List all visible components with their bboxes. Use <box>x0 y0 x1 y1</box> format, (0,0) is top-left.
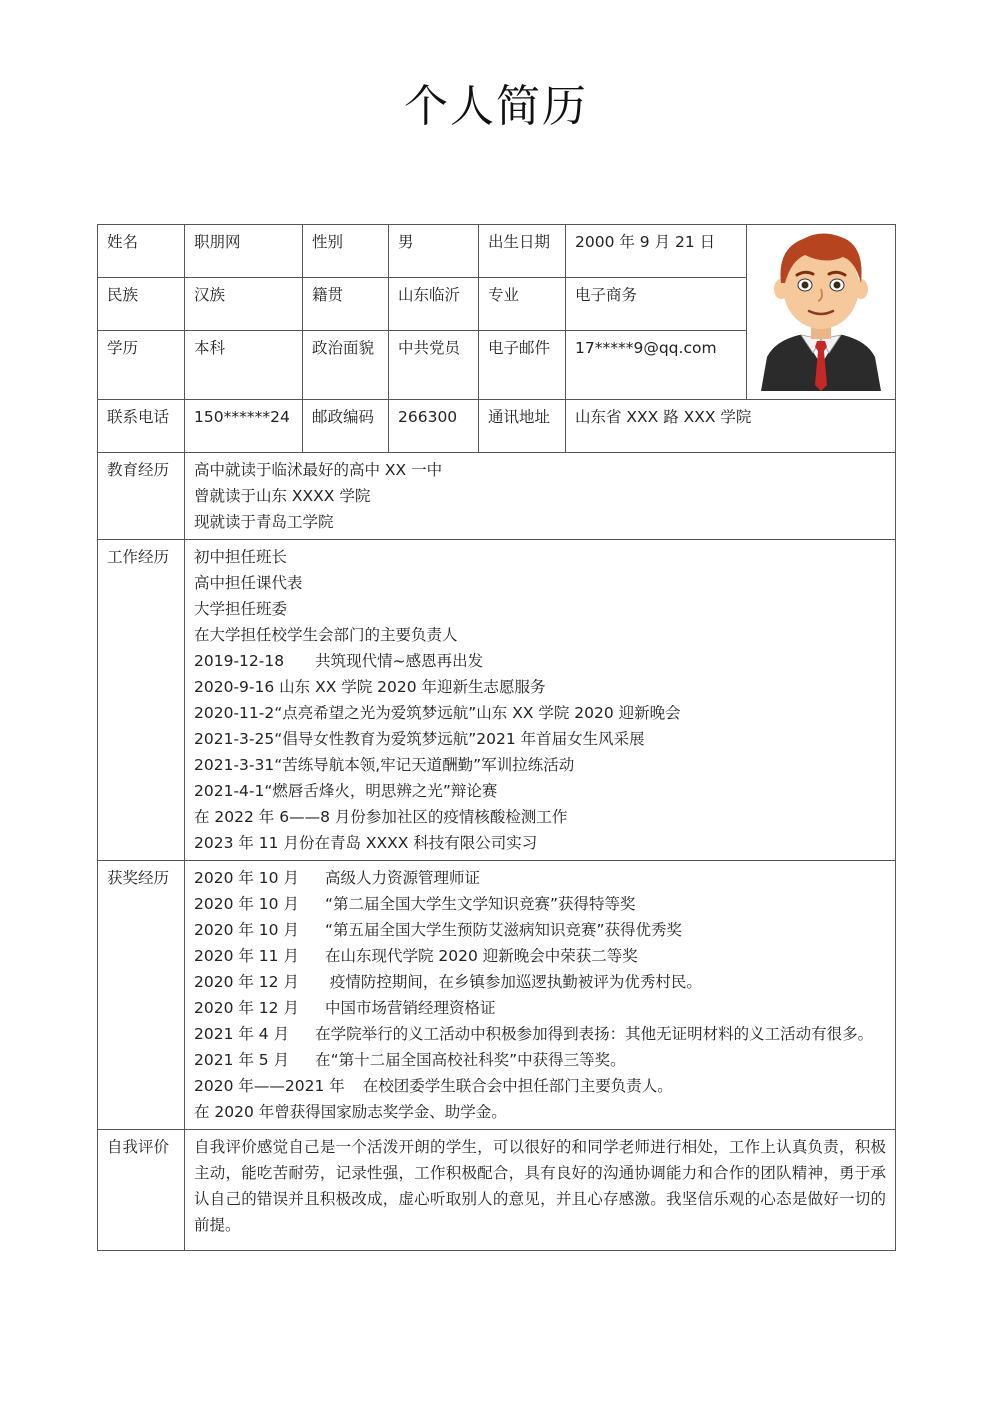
self-label: 自我评价 <box>98 1130 185 1251</box>
postcode-value: 266300 <box>389 400 479 453</box>
award-item <box>194 891 886 917</box>
address-label: 通讯地址 <box>479 400 566 453</box>
political-value: 中共党员 <box>389 331 479 400</box>
award-text: 中国市场营销经理资格证 <box>324 999 496 1017</box>
award-item <box>194 969 886 995</box>
email-value: 17*****9@qq.com <box>566 331 747 400</box>
businessman-avatar-icon <box>755 225 887 391</box>
award-item <box>194 995 886 1021</box>
work-item: 2020-11-2“点亮希望之光为爱筑梦远航”山东 XX 学院 2020 迎新晚会 <box>194 704 681 722</box>
birth-value: 2000 年 9 月 21 日 <box>566 225 747 278</box>
address-value: 山东省 XXX 路 XXX 学院 <box>566 400 896 453</box>
work-label: 工作经历 <box>98 540 185 861</box>
work-item: 在大学担任校学生会部门的主要负责人 <box>194 626 458 644</box>
degree-value: 本科 <box>185 331 303 400</box>
row-work <box>98 540 896 861</box>
award-text: 高级人力资源管理师证 <box>324 869 480 887</box>
award-date: 2020 年 12 月 <box>194 973 299 991</box>
gender-value: 男 <box>389 225 479 278</box>
award-text: “第五届全国大学生预防艾滋病知识竞赛”获得优秀奖 <box>324 921 683 939</box>
award-date: 2020 年 10 月 <box>194 895 299 913</box>
work-item: 初中担任班长 <box>194 548 288 566</box>
work-item: 在 2022 年 6——8 月份参加社区的疫情核酸检测工作 <box>194 808 568 826</box>
self-evaluation: 自我评价感觉自己是一个活泼开朗的学生，可以很好的和同学老师进行相处，工作上认真负责，积极主动，能吃苦耐劳，记录性强，工作积极配合，具有良好的沟通协调能力和合作的团队精神，勇于承认自己的错误并且积极改成，虚心听取别人的意见，并且心存感激。我坚信乐观的心态是做好一切的前提。 <box>185 1130 896 1251</box>
award-text: 在山东现代学院 2020 迎新晚会中荣获二等奖 <box>324 947 638 965</box>
row-education <box>98 453 896 540</box>
education-item: 高中就读于临沭最好的高中 XX 一中 <box>194 461 443 479</box>
row-awards <box>98 861 896 1130</box>
award-text: “第二届全国大学生文学知识竞赛”获得特等奖 <box>324 895 636 913</box>
award-text: 在学院举行的义工活动中积极参加得到表扬：其他无证明材料的义工活动有很多。 <box>315 1025 874 1043</box>
work-item: 2023 年 11 月份在青岛 XXXX 科技有限公司实习 <box>194 834 538 852</box>
award-item <box>194 1021 886 1047</box>
postcode-label: 邮政编码 <box>303 400 389 453</box>
work-item: 2021-3-25“倡导女性教育为爱筑梦远航”2021 年首届女生风采展 <box>194 730 645 748</box>
work-list <box>185 540 896 861</box>
award-date: 2020 年 12 月 <box>194 999 299 1017</box>
award-text: 在校团委学生联合会中担任部门主要负责人。 <box>362 1077 673 1095</box>
photo-cell <box>747 225 896 400</box>
award-text: 在“第十二届全国高校社科奖”中获得三等奖。 <box>315 1051 626 1069</box>
row-self <box>98 1130 896 1251</box>
award-text: 疫情防控期间，在乡镇参加巡逻执勤被评为优秀村民。 <box>324 973 702 991</box>
work-item: 2019-12-18 共筑现代情~感恩再出发 <box>194 652 484 670</box>
award-date: 2021 年 4 月 <box>194 1025 290 1043</box>
degree-label: 学历 <box>98 331 185 400</box>
resume-table <box>97 224 896 1251</box>
work-item: 高中担任课代表 <box>194 574 303 592</box>
birth-label: 出生日期 <box>479 225 566 278</box>
origin-value: 山东临沂 <box>389 278 479 331</box>
row-phone <box>98 400 896 453</box>
name-label: 姓名 <box>98 225 185 278</box>
education-label: 教育经历 <box>98 453 185 540</box>
email-label: 电子邮件 <box>479 331 566 400</box>
award-item <box>194 1073 886 1099</box>
ethnicity-value: 汉族 <box>185 278 303 331</box>
award-date: 2020 年 10 月 <box>194 921 299 939</box>
award-item <box>194 917 886 943</box>
phone-value: 150******24 <box>185 400 303 453</box>
award-date: 2021 年 5 月 <box>194 1051 290 1069</box>
award-date: 2020 年 10 月 <box>194 869 299 887</box>
ethnicity-label: 民族 <box>98 278 185 331</box>
education-list <box>185 453 896 540</box>
row-name <box>98 225 896 278</box>
award-date: 2020 年——2021 年 <box>194 1077 345 1095</box>
name-value: 职朋网 <box>185 225 303 278</box>
award-item <box>194 1047 886 1073</box>
award-date: 2020 年 11 月 <box>194 947 299 965</box>
origin-label: 籍贯 <box>303 278 389 331</box>
work-item: 2021-3-31“苦练导航本领,牢记天道酬勤”军训拉练活动 <box>194 756 575 774</box>
work-item: 2020-9-16 山东 XX 学院 2020 年迎新生志愿服务 <box>194 678 546 696</box>
major-label: 专业 <box>479 278 566 331</box>
awards-label: 获奖经历 <box>98 861 185 1130</box>
awards-list <box>185 861 896 1130</box>
phone-label: 联系电话 <box>98 400 185 453</box>
work-item: 大学担任班委 <box>194 600 288 618</box>
education-item: 曾就读于山东 XXXX 学院 <box>194 487 371 505</box>
education-item: 现就读于青岛工学院 <box>194 513 334 531</box>
award-item <box>194 943 886 969</box>
major-value: 电子商务 <box>566 278 747 331</box>
award-item: 在 2020 年曾获得国家励志奖学金、助学金。 <box>194 1103 507 1121</box>
political-label: 政治面貌 <box>303 331 389 400</box>
award-item <box>194 865 886 891</box>
gender-label: 性别 <box>303 225 389 278</box>
page-title: 个人简历 <box>404 81 588 132</box>
work-item: 2021-4-1“燃唇舌烽火，明思辨之光”辩论赛 <box>194 782 498 800</box>
